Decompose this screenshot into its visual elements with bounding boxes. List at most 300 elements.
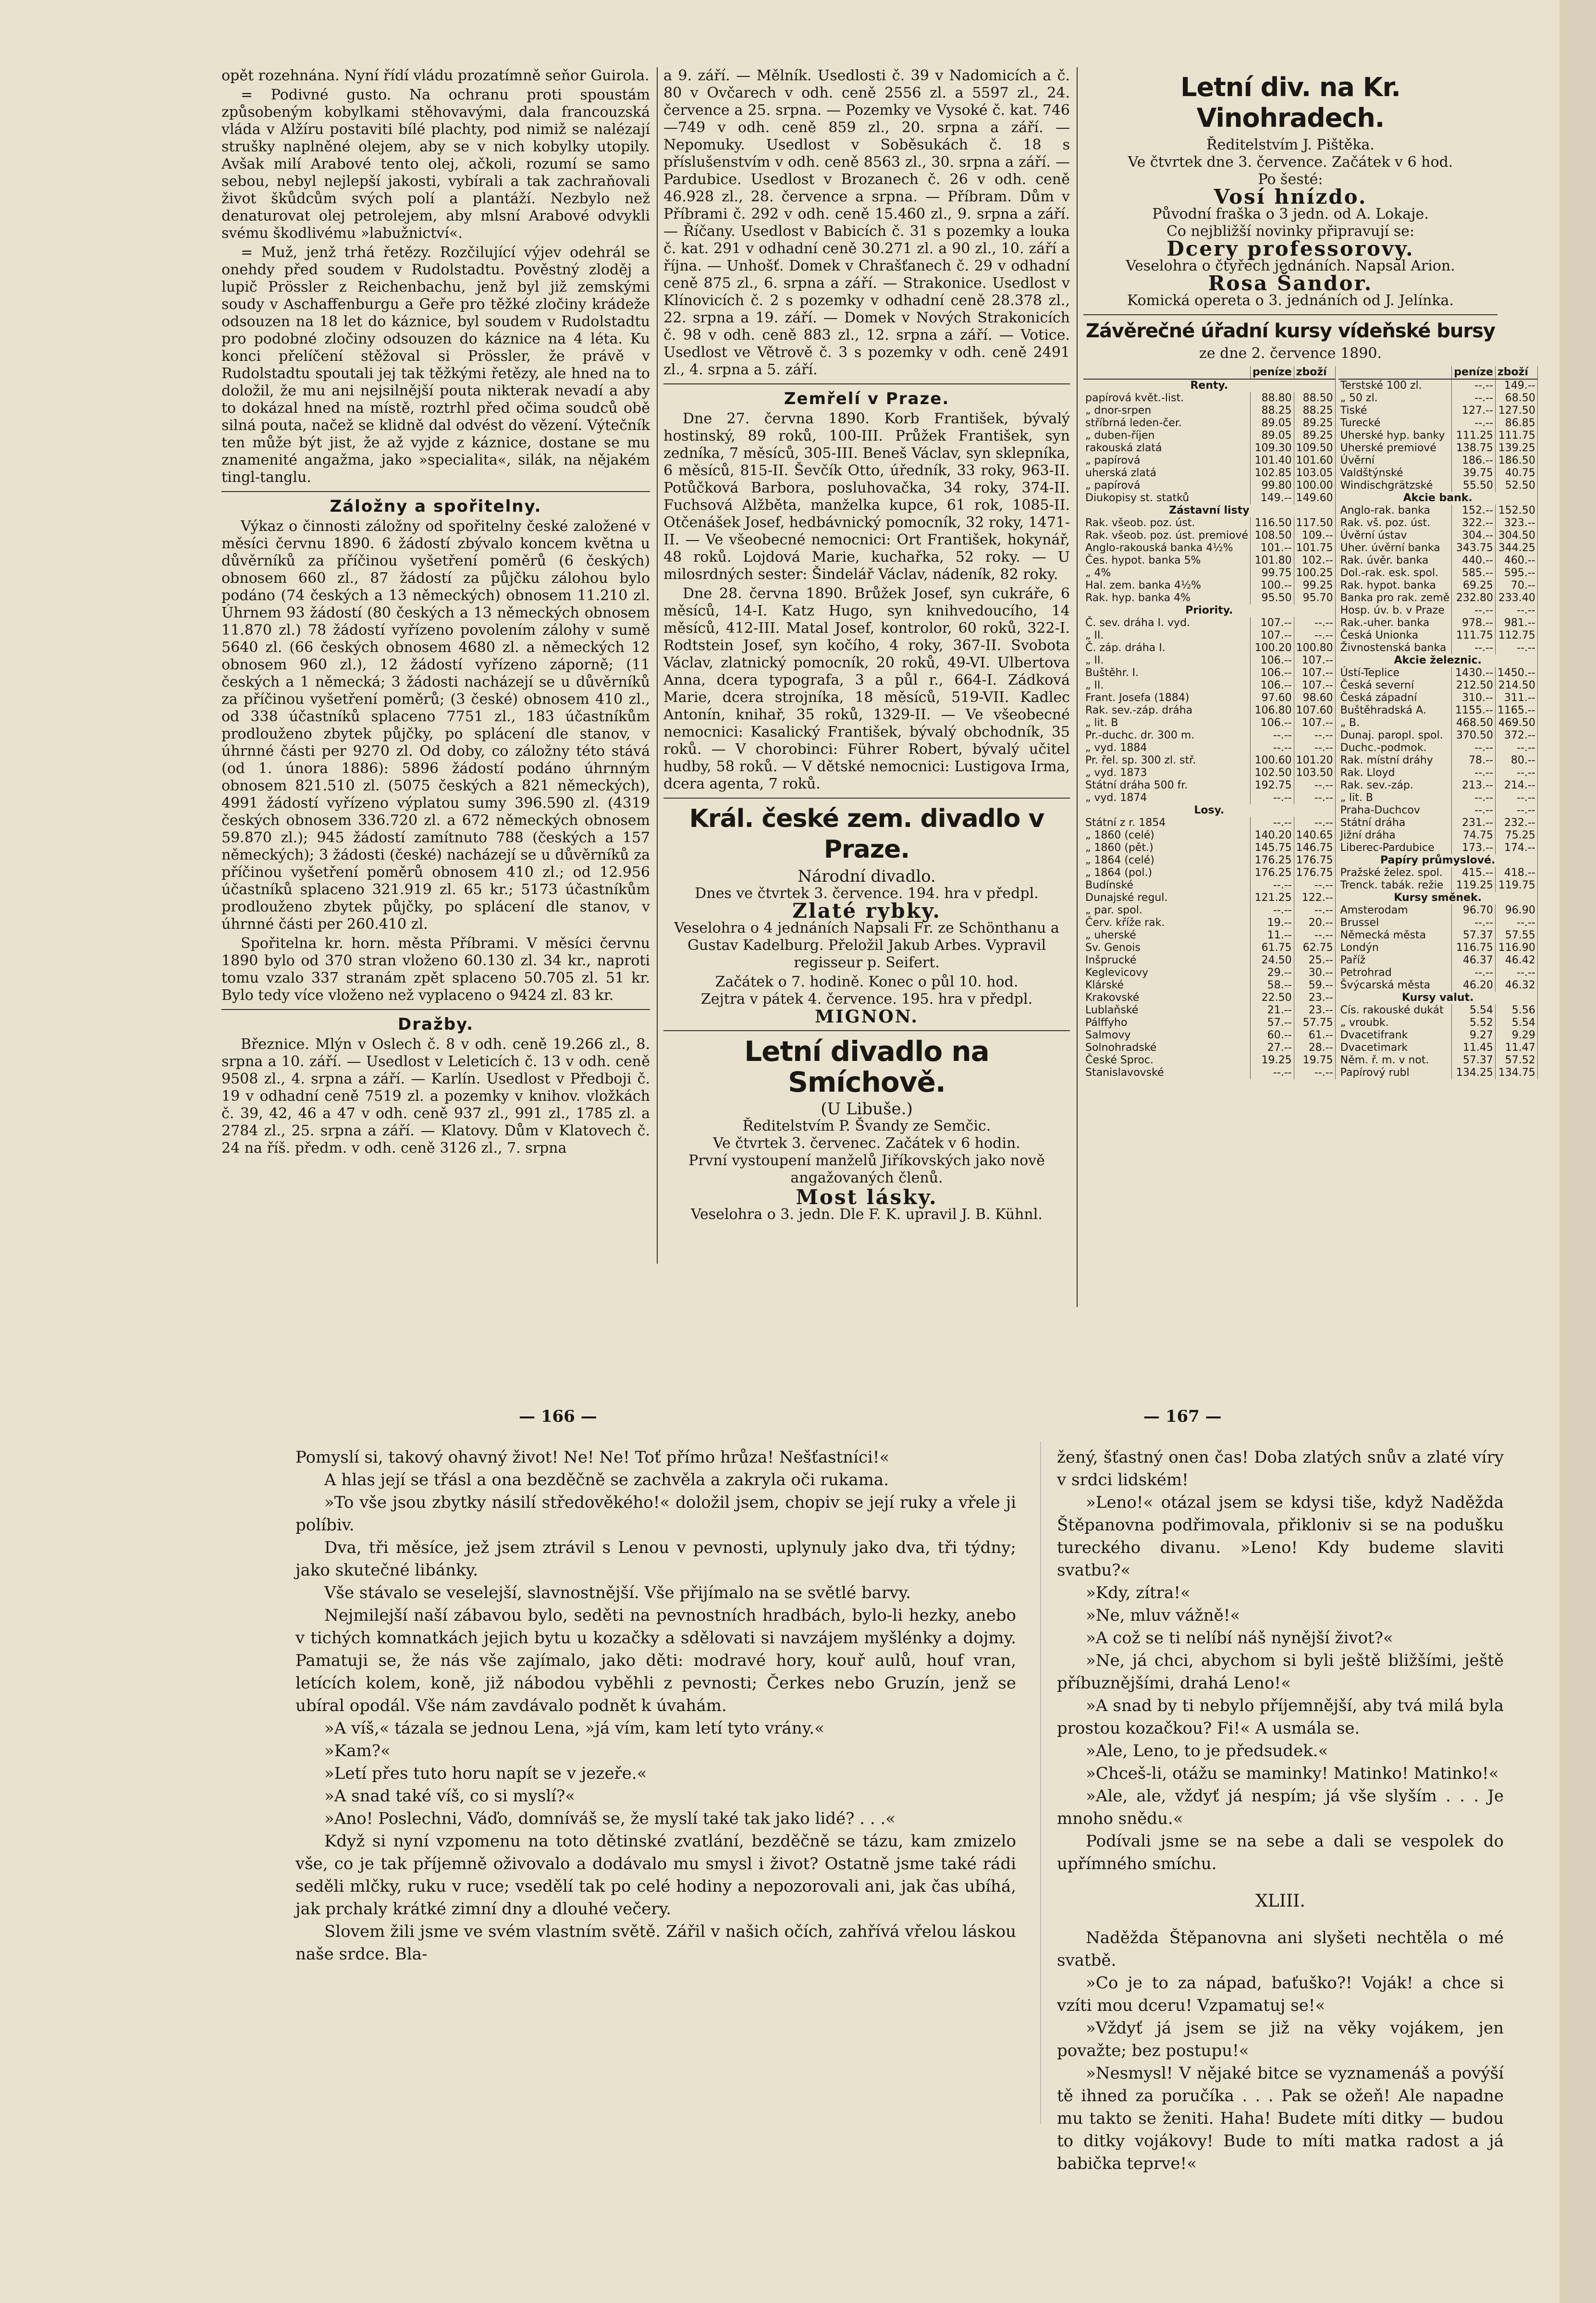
kurs-row [1083,1067,1335,1079]
kurs-row [1338,517,1538,530]
kurs-money-value: 57.-- [1251,1017,1294,1029]
kurs-money-value: 440.-- [1452,554,1496,567]
kurs-money-value: 106.-- [1251,717,1294,729]
kurs-money-value: 11.-- [1251,929,1294,942]
novel-paragraph: »Ne, mluv vážně!« [1086,1606,1240,1625]
kurs-money-value: 149.-- [1251,492,1294,505]
kurs-row [1338,579,1538,592]
novel-paragraph: Slovem žili jsme ve svém vlastním světě. Zářil v našich očích, zahřívá vřelou láskou naše srdce. Bla- [295,1922,1016,1964]
kurs-row [1083,1004,1335,1017]
kurs-money-value: 19.25 [1251,1054,1294,1067]
kurs-money-value: 27.-- [1251,1042,1294,1054]
kurs-security-name: Klárské [1083,979,1251,992]
kurs-security-name: Diukopisy st. statků [1083,492,1251,505]
kurs-row [1338,767,1538,779]
kurs-money-value: 138.75 [1452,442,1496,455]
kurs-goods-value: 70.-- [1495,579,1537,592]
kurs-goods-value: 372.-- [1495,729,1537,742]
kurs-row [1338,817,1538,829]
kurs-security-name: „ 1864 (celé) [1083,854,1251,867]
kurs-row [1338,455,1538,467]
kurs-money-value: 232.80 [1452,592,1496,604]
kurs-goods-value: 89.25 [1294,417,1335,430]
kurs-money-value: 106.-- [1251,654,1294,667]
kurs-row [1083,642,1335,654]
article-drazby-cont: a 9. září. — Mělník. Usedlosti č. 39 v Nadomicích a č. 80 v Ovčarech v odh. ceně 2556 zl. a 5597 zl., 24. července a 25. srpna. — Pozemky ve Vysoké č. kat. 746—749 v odh. ceně 859 zl., 20. srpna a září. — Nepomuky. Usedlost v Soběsukách č. 18 s příslušenstvím v odh. ceně 8563 zl., 30. srpna a září. — Pardubice. Usedlost v Brozanech č. 26 v odh. ceně 46.928 zl., 28. července a srpna. — Příbram. Dům v Příbrami č. 292 v odh. ceně 15.460 zl., 9. srpna a září. — Říčany. Usedlost v Babicích č. 31 s pozemky a louka č. kat. 291 v odhadní ceně 30.271 zl. a 90 zl., 10. září a října. — Unhošť. Domek v Chrašťanech č. 29 v odhadní ceně 875 zl., 6. srpna a září. — Strakonice. Usedlost v Klínovicích č. 2 s pozemky v odhadní ceně 28.378 zl., 22. srpna a 19. září. — Domek v Nových Strakonicích č. 98 v odh. ceně 883 zl., 12. srpna a září. — Votice. Usedlost ve Větrově č. 3 s pozemky v odh. ceně 2491 zl., 4. srpna a 5. září. [663,67,1070,378]
novel-paragraph: Naděžda Štěpanovna ani slyšeti nechtěla o mé svatbě. [1057,1928,1504,1970]
kurs-goods-value: 176.75 [1294,854,1335,867]
kurs-goods-value: 107.-- [1294,717,1335,729]
kurs-goods-value: --.-- [1294,929,1335,942]
kurs-row [1338,954,1538,967]
kurs-title: Závěrečné úřadní kursy vídeňské bursy [1086,320,1495,342]
kurs-security-name: Brussel [1338,917,1452,929]
kurs-money-value: 140.20 [1251,829,1294,842]
kurs-goods-value: --.-- [1495,742,1537,754]
kurs-goods-value: 52.50 [1495,480,1537,492]
novel-paragraph: Vše stávalo se veselejší, slavnostnější. Vše přijímalo na se světlé barvy. [324,1583,911,1602]
novel-paragraph: »Vždyť já jsem se již na věky vojákem, jen považte; bez postupu!« [1057,2019,1504,2060]
kurs-security-name: Švýcarská města [1338,979,1452,992]
kurs-goods-value: 95.70 [1294,592,1335,604]
column-2 [663,67,1070,1223]
kurs-goods-value: --.-- [1294,742,1335,754]
kurs-row [1083,717,1335,729]
kurs-goods-value: --.-- [1294,792,1335,804]
kurs-goods-value: 100.80 [1294,642,1335,654]
kurs-goods-value: 100.25 [1294,567,1335,579]
article-zemreli-27: Dne 27. června 1890. Korb František, bývalý hostinský, 89 roků, 100-III. Průžek František, syn zedníka, 7 měsíců, 305-III. Beneš Václav, syn sklepníka, 6 měsíců, 815-II. Ševčík Otto, úředník, 33 roky, 963-II. Potůčková Barbora, posluhovačka, 34 roky, 374-II. Fuchsová Alžběta, manželka kupce, 61 rok, 1085-II. Otčenášek Josef, hedbávnický pomocník, 32 roky, 1471-II. — Ve všeobecné nemocnici: Ort František, hokynář, 48 roků. Lojdová Marie, kuchařka, 52 roky. — U milosrdných sester: Šindelář Václav, nádeník, 82 roky. [663,410,1070,583]
kurs-security-name: Státní dráha [1338,817,1452,829]
kurs-goods-value: --.-- [1495,967,1537,979]
kurs-goods-value: 214.50 [1495,679,1537,692]
column-3 [1083,67,1535,1079]
kurs-money-value: 109.30 [1251,442,1294,455]
kurs-security-name: papírová květ.-list. [1083,392,1251,405]
kurs-security-name: Rak. Lloyd [1338,767,1452,779]
kurs-row [1338,642,1538,654]
kurs-goods-value: 109.-- [1294,530,1335,542]
kurs-goods-value: --.-- [1495,917,1537,929]
kurs-goods-value: --.-- [1495,642,1537,654]
kurs-security-name: „ par. spol. [1083,904,1251,917]
kurs-security-name: Renty. [1083,379,1335,392]
kurs-row [1083,517,1335,530]
kurs-money-value: 88.80 [1251,392,1294,405]
kurs-row [1338,530,1538,542]
kurs-goods-value: 98.60 [1294,692,1335,704]
kurs-security-name: Trenck. tabák. režie [1338,879,1452,892]
kurs-money-value: 61.75 [1251,942,1294,954]
kurs-security-name: Pr. řel. sp. 300 zl. stř. [1083,754,1251,767]
kurs-money-value: 152.-- [1452,505,1496,517]
kurs-money-value: 60.-- [1251,1029,1294,1042]
kurs-row [1338,804,1538,817]
kurs-goods-value: 30.-- [1294,967,1335,979]
kurs-security-name: Česká Unionka [1338,629,1452,642]
kurs-goods-value: 23.-- [1294,1004,1335,1017]
kurs-goods-value: 46.42 [1495,954,1537,967]
kurs-goods-value: 176.75 [1294,867,1335,879]
kurs-money-value: 39.75 [1452,467,1496,480]
kurs-goods-value: --.-- [1294,817,1335,829]
kurs-security-name: Pražské želez. spol. [1338,867,1452,879]
kurs-money-value: 58.-- [1251,979,1294,992]
kurs-security-name: Buštěhr. I. [1083,667,1251,679]
kurs-row [1338,792,1538,804]
kurs-money-value: 585.-- [1452,567,1496,579]
kurs-money-value: 101.-- [1251,542,1294,554]
kurs-security-name: Č. záp. dráha I. [1083,642,1251,654]
kurs-money-value: 74.75 [1452,829,1496,842]
novel-paragraph: Podívali jsme se na sebe a dali se vespolek do upřímného smíchu. [1057,1832,1504,1873]
kurs-table-left [1083,366,1336,1079]
kurs-goods-value: 101.60 [1294,455,1335,467]
kurs-row [1083,729,1335,742]
kurs-security-name: Priority. [1083,604,1335,617]
kurs-security-name: Státní dráha 500 fr. [1083,779,1251,792]
kurs-row [1338,742,1538,754]
kurs-money-value: --.-- [1452,642,1496,654]
kurs-header-name [1338,366,1452,379]
kurs-goods-value: 344.25 [1495,542,1537,554]
kurs-goods-value: 112.75 [1495,629,1537,642]
kurs-row [1338,667,1538,679]
kurs-goods-value: 174.-- [1495,842,1537,854]
kurs-money-value: 101.40 [1251,455,1294,467]
kurs-goods-value: 119.75 [1495,879,1537,892]
theatre-national-subtitle: Národní divadlo. [798,867,936,886]
kurs-security-name: Úvěrní ústav [1338,530,1452,542]
kurs-security-name: Dvacetifrank [1338,1029,1452,1042]
kurs-goods-value: 96.90 [1495,904,1537,917]
kurs-money-value: --.-- [1452,792,1496,804]
novel-paragraph: »Ale, ale, vždyť já nespím; já vše slyším . . . Je mnoho snědu.« [1057,1786,1504,1828]
kurs-security-name: Úvěrní [1338,455,1452,467]
kurs-goods-value: 127.50 [1495,405,1537,417]
kurs-row [1083,667,1335,679]
kurs-money-value: 89.05 [1251,417,1294,430]
kurs-goods-value: --.-- [1495,792,1537,804]
kurs-row [1083,992,1335,1004]
kurs-row [1338,1004,1538,1017]
kurs-money-value: 415.-- [1452,867,1496,879]
novel-page-167 [1057,1446,1504,2175]
kurs-money-value: 9.27 [1452,1029,1496,1042]
kurs-money-value: 310.-- [1452,692,1496,704]
kurs-goods-value: 103.50 [1294,767,1335,779]
article-muz-trha-retezy: = Muž, jenž trhá řetězy. Rozčilující výjev odehrál se onehdy před soudem v Rudolstadtu. Pověstný zloděj a lupič Prössler z Reichenbachu, jenž byl již zemskými soudy v Aschaffenburgu a Geře pro těžké zločiny krádeže odsouzen na 18 let do káznice, byl soudem v Rudolstadtu pro podobné zločiny odsouzen do káznice na 4 léta. Ku konci přelíčení stěžoval si Prössler, že právě v Rudolstadtu spoutali jej tak těžkými řetězy, ale hned na to doložil, že mu ani nejsilnější pouta nikterak nevadí a aby to dokázal hned na místě, roztrhl před očima soudců obě silná pouta, načež se klidně dal odvést do vězení. Výtečník ten může být jist, že až vyjde z káznice, dostane se mu znamenité angažma, jako »specialita«, silák, na nějakém tingl-tanglu. [221,244,650,486]
novel-paragraph: »Kam?« [324,1741,391,1761]
kurs-row [1083,654,1335,667]
kurs-row [1338,442,1538,455]
kurs-row [1083,979,1335,992]
kurs-goods-value: --.-- [1294,1067,1335,1079]
kurs-security-name: „ uherské [1083,929,1251,942]
kurs-security-name: „ duben-říjen [1083,430,1251,442]
kurs-money-value: 100.-- [1251,579,1294,592]
kurs-security-name: Paříž [1338,954,1452,967]
kurs-security-name: Banka pro rak. země [1338,592,1452,604]
kurs-goods-value: 11.47 [1495,1042,1537,1054]
kurs-money-value: --.-- [1452,767,1496,779]
kurs-money-value: --.-- [1251,792,1294,804]
kurs-goods-value: 62.75 [1294,942,1335,954]
kurs-goods-value: --.-- [1294,629,1335,642]
novel-paragraph: »Nesmysl! V nějaké bitce se vyznamenáš a povýší tě ihned za poručíka . . . Pak se ožeň! Ale napadne mu takto se ženiti. Haha! Budete míti ditky — budou to ditky vojákovy! Bude to míti matka radost a já babička teprve!« [1057,2064,1504,2173]
kurs-row [1083,567,1335,579]
kurs-money-value: --.-- [1452,967,1496,979]
kurs-row [1338,592,1538,604]
divider [663,798,1070,799]
kurs-money-value: 57.37 [1452,929,1496,942]
kurs-goods-value: 214.-- [1495,779,1537,792]
kurs-security-name: Státní z r. 1854 [1083,817,1251,829]
kurs-security-name: „ B. [1338,717,1452,729]
kurs-row [1083,904,1335,917]
kurs-row [1338,1054,1538,1067]
kurs-row [1083,942,1335,954]
kurs-goods-value: --.-- [1294,779,1335,792]
kurs-row [1338,879,1538,892]
kurs-money-value: 107.-- [1251,629,1294,642]
kurs-row [1083,854,1335,867]
kurs-money-value: 96.70 [1452,904,1496,917]
kurs-goods-value: 149.-- [1495,379,1537,392]
kurs-security-name: „ papírová [1083,480,1251,492]
column-rule-2 [1077,67,1078,1307]
kurs-money-value: 102.50 [1251,767,1294,779]
kurs-goods-value: 146.75 [1294,842,1335,854]
kurs-row [1083,767,1335,779]
kurs-money-value: 304.-- [1452,530,1496,542]
kurs-security-name: Červ. kříže rak. [1083,917,1251,929]
kurs-money-value: 134.25 [1452,1067,1496,1079]
kurs-goods-value: 122.-- [1294,892,1335,904]
kurs-money-value: 21.-- [1251,1004,1294,1017]
kurs-money-value: --.-- [1452,417,1496,430]
theatre-national-play: Zlaté rybky. [792,899,941,923]
kurs-row [1083,917,1335,929]
theatre-vinohrady-title: Letní div. na Kr. Vinohradech. [1180,72,1400,133]
kurs-money-value: 111.25 [1452,430,1496,442]
kurs-money-value: 322.-- [1452,517,1496,530]
kurs-row [1338,842,1538,854]
kurs-money-value: 108.50 [1251,530,1294,542]
kurs-security-name: Frant. Josefa (1884) [1083,692,1251,704]
kurs-goods-value: --.-- [1495,604,1537,617]
kurs-row [1338,904,1538,917]
kurs-row [1083,1054,1335,1067]
kurs-header-money: peníze [1251,366,1294,379]
theatre-national-next-play: MIGNON. [815,1007,919,1027]
kurs-security-name: „ 1860 (celé) [1083,829,1251,842]
divider [221,1009,650,1010]
kurs-row [1083,542,1335,554]
kurs-money-value: 106.80 [1251,704,1294,717]
kurs-money-value: 145.75 [1251,842,1294,854]
kurs-money-value: 213.-- [1452,779,1496,792]
kurs-row [1083,704,1335,717]
article-zemreli-28: Dne 28. června 1890. Brůžek Josef, syn cukráře, 6 měsíců, 14-I. Katz Hugo, syn knihvedoucího, 14 měsíců, 412-III. Matal Josef, kontrolor, 60 roků, 322-I. Rodtstein Josef, syn kočího, 4 roky, 367-II. Svobota Václav, zlatnický pomocník, 20 roků, 49-VI. Ulbertova Anna, dcera typografa, 3 a půl r., 664-I. Zádková Marie, dcera strojníka, 18 měsíců, 519-VII. Kadlec Antonín, knihař, 35 roků, 1329-II. — Ve všeobecné nemocnici: Kasalický František, bývalý obchodník, 35 roků. — V chorobinci: Führer Robert, bývalý učitel hudby, 58 roků. — V dětské nemocnici: Lustigova Irma, dcera agenta, 7 roků. [663,585,1070,792]
kurs-money-value: --.-- [1251,742,1294,754]
kurs-security-name: Kursy směnek. [1338,892,1538,904]
kurs-money-value: 176.25 [1251,854,1294,867]
kurs-goods-value: 1165.-- [1495,704,1537,717]
kurs-security-name: „ vyd. 1873 [1083,767,1251,779]
kurs-money-value: 5.52 [1452,1017,1496,1029]
kurs-security-name: Něm. ř. m. v not. [1338,1054,1452,1067]
theatre-vinohrady-play1: Vosí hnízdo. [1214,185,1367,209]
kurs-row [1083,954,1335,967]
page-number-right: — 167 — [1143,1407,1222,1426]
kurs-security-name: Sv. Genois [1083,942,1251,954]
kurs-money-value: 55.50 [1452,480,1496,492]
page-number-left: — 166 — [519,1407,597,1426]
kurs-row [1083,467,1335,480]
kurs-goods-value: 595.-- [1495,567,1537,579]
kurs-security-name: „ II. [1083,679,1251,692]
novel-paragraph: Nejmilejší naší zábavou bylo, seděti na pevnostních hradbách, bylo-li hezky, anebo v tichých komnatkách jejich bytu u kozačky a sdělovati si navzájem myšlénky a dojmy. Pamatuji se, že nás vše zajímalo, jako děti: modravé hory, kouř aulů, houf vran, letících kolem, koně, již nábodou vyběhli z pevnosti; Čerkes nebo Gruzín, jenž se ubíral opodál. Vše nám zavdávalo podnět k úvahám. [295,1606,1016,1715]
kurs-security-name: Rak.-uher. banka [1338,617,1452,629]
divider [1083,314,1498,315]
novel-column-rule [1040,1441,1041,2124]
kurs-money-value: 69.25 [1452,579,1496,592]
kurs-security-name: Jižní dráha [1338,829,1452,842]
kurs-security-name: „ vyd. 1874 [1083,792,1251,804]
kurs-security-name: Keglevicovy [1083,967,1251,979]
kurs-goods-value: 460.-- [1495,554,1537,567]
kurs-row [1338,617,1538,629]
kurs-money-value: 11.45 [1452,1042,1496,1054]
kurs-row [1338,654,1538,667]
kurs-row [1338,1029,1538,1042]
kurs-row [1338,480,1538,492]
kurs-row [1338,1042,1538,1054]
kurs-row [1338,892,1538,904]
kurs-row [1338,692,1538,704]
kurs-security-name: „ 50 zl. [1338,392,1452,405]
kurs-row [1338,467,1538,480]
kurs-goods-value: 109.50 [1294,442,1335,455]
kurs-table-right [1338,366,1538,1079]
kurs-goods-value: 75.25 [1495,829,1537,842]
kurs-goods-value: 103.05 [1294,467,1335,480]
kurs-money-value: 1155.-- [1452,704,1496,717]
kurs-goods-value: 107.-- [1294,654,1335,667]
theatre-vinohrady-play2: Dcery professorovy. [1166,237,1414,260]
divider [663,1030,1070,1031]
kurs-security-name: Zástavní listy [1083,505,1335,517]
kurs-row [1338,567,1538,579]
kurs-goods-value: 304.50 [1495,530,1537,542]
kurs-money-value: --.-- [1452,379,1496,392]
kurs-security-name: Rak. všeob. poz. úst. premiové [1083,530,1251,542]
kurs-money-value: 46.20 [1452,979,1496,992]
kurs-security-name: „ vyd. 1884 [1083,742,1251,754]
kurs-security-name: rakouská zlatá [1083,442,1251,455]
kurs-security-name: Rak. vš. poz. úst. [1338,517,1452,530]
theatre-smichov-desc: První vystoupení manželů Jiříkovských jako nově angažovaných členů. [688,1152,1045,1186]
kurs-money-value: 29.-- [1251,967,1294,979]
article-podivne-gusto: = Podivné gusto. Na ochranu proti spoustám způsobeným kobylkami stěhovavými, dala francouzská vláda v Alžíru postaviti bílé plachty, pod nimiž se nalézají strušky naplněné olejem, aby se v nich kobylky utopily. Avšak milí Arabové tento olej, ačkoli, rozumí se samo sebou, nebyl nejlepší jakosti, vybírali a tak zachraňovali život škůdcům svých polí a plantáží. Nezbylo než denaturovat olej petrolejem, aby mlsní Arabové odvykli svému škodlivému »labužnictví«. [221,86,650,242]
theatre-vinohrady-director: Ředitelstvím J. Pištěka. [1206,136,1375,153]
kurs-security-name: Hal. zem. banka 4½% [1083,579,1251,592]
kurs-date: ze dne 2. července 1890. [1199,345,1382,362]
kurs-row [1083,392,1335,405]
kurs-security-name: Amsterodam [1338,904,1452,917]
kurs-goods-value: 117.50 [1294,517,1335,530]
kurs-row [1083,792,1335,804]
section-heading-zalozny: Záložny a spořitelny. [330,497,542,516]
kurs-goods-value: 19.75 [1294,1054,1335,1067]
kurs-security-name: Česká severní [1338,679,1452,692]
kurs-goods-value: 61.-- [1294,1029,1335,1042]
kurs-row [1083,892,1335,904]
kurs-money-value: 176.25 [1251,867,1294,879]
column-rule-1 [657,67,658,1264]
theatre-smichov-subtitle: (U Libuše.) [821,1099,913,1119]
kurs-goods-value: 9.29 [1495,1029,1537,1042]
kurs-security-name: Praha-Duchcov [1338,804,1452,817]
kurs-goods-value: 186.50 [1495,455,1537,467]
novel-paragraph: »Ne, já chci, abychom si byli ještě bližšími, ještě příbuznějšími, drahá Leno!« [1057,1651,1504,1693]
kurs-row [1083,417,1335,430]
kurs-row [1083,629,1335,642]
kurs-security-name: Pr.-duchc. dr. 300 m. [1083,729,1251,742]
kurs-row [1338,679,1538,692]
kurs-row [1083,779,1335,792]
theatre-national-title: Král. české zem. divadlo v Praze. [689,804,1044,864]
kurs-money-value: 24.50 [1251,954,1294,967]
kurs-goods-value: --.-- [1294,904,1335,917]
theatre-vinohrady-play2-desc: Veselohra o čtyřech jednáních. Napsal Arion. [1126,258,1455,274]
kurs-money-value: 102.85 [1251,467,1294,480]
kurs-goods-value: 134.75 [1495,1067,1537,1079]
kurs-security-name: Hosp. úv. b. v Praze [1338,604,1452,617]
kurs-row [1083,379,1335,392]
kurs-security-name: Valdštýnské [1338,467,1452,480]
kurs-goods-value: 5.56 [1495,1004,1537,1017]
kurs-security-name: Kursy valut. [1338,992,1538,1004]
kurs-goods-value: 40.75 [1495,467,1537,480]
kurs-money-value: --.-- [1452,392,1496,405]
kurs-goods-value: --.-- [1294,617,1335,629]
kurs-header-goods: zboží [1495,366,1537,379]
kurs-row [1083,929,1335,942]
kurs-money-value: --.-- [1452,742,1496,754]
kurs-money-value: 95.50 [1251,592,1294,604]
kurs-security-name: „ vroubk. [1338,1017,1452,1029]
kurs-row [1083,604,1335,617]
kurs-security-name: „ lit. B [1338,792,1452,804]
kurs-money-value: 127.-- [1452,405,1496,417]
kurs-goods-value: 89.25 [1294,430,1335,442]
theatre-smichov-date: Ve čtvrtek 3. červenec. Začátek v 6 hodin. [713,1135,1020,1152]
kurs-security-name: „ II. [1083,654,1251,667]
kurs-row [1338,717,1538,729]
kurs-row [1083,505,1335,517]
kurs-row [1083,879,1335,892]
theatre-vinohrady-prep: Co nejbližší novinky připravují se: [1166,223,1415,240]
kurs-row [1338,417,1538,430]
novel-paragraph: »Letí přes tuto horu napít se v jezeře.« [324,1764,647,1783]
kurs-goods-value: 469.50 [1495,717,1537,729]
novel-page-166 [295,1446,1016,1966]
kurs-security-name: Dol.-rak. esk. spol. [1338,567,1452,579]
kurs-header-name [1083,366,1251,379]
kurs-goods-value: 25.-- [1294,954,1335,967]
